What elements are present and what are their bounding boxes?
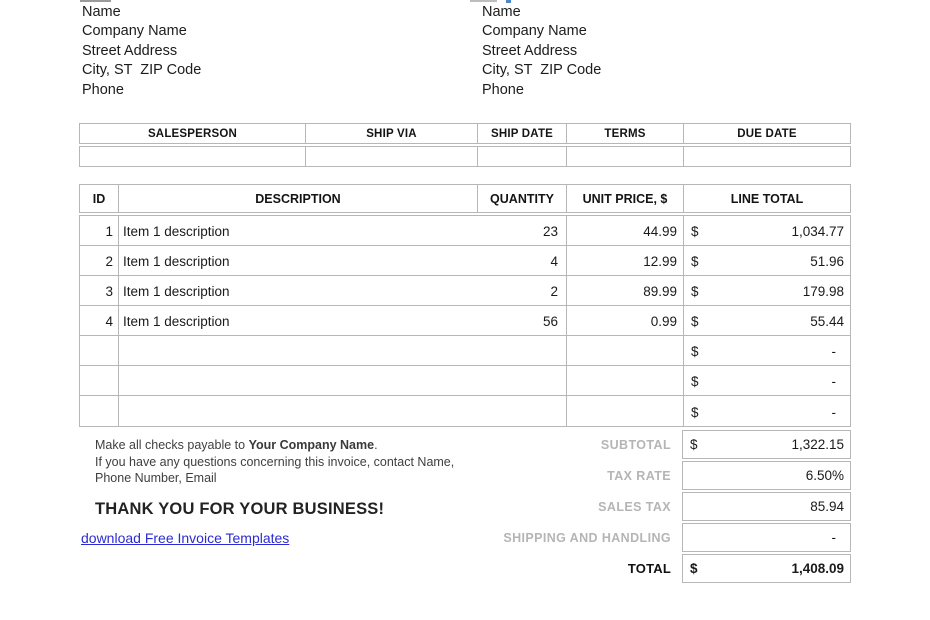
shipping-info-header-row [79, 123, 851, 144]
item-id [80, 336, 119, 365]
item-description: Item 1 description [123, 254, 230, 269]
id-column-header: ID [80, 185, 119, 212]
table-row [80, 246, 850, 276]
line-total-value: 51.96 [810, 254, 844, 269]
download-templates-link[interactable]: download Free Invoice Templates [81, 530, 290, 546]
seller-name: Name [82, 4, 121, 20]
item-quantity: 56 [478, 306, 567, 335]
item-quantity: 23 [478, 216, 567, 245]
item-unit-price [567, 336, 684, 365]
item-line-total [684, 336, 850, 365]
currency-symbol: $ [690, 561, 698, 576]
seller-city: City, ST ZIP Code [82, 62, 202, 79]
checks-payable-line: Make all checks payable to Your Company Name. [95, 438, 378, 452]
salesperson-value [80, 147, 306, 166]
item-unit-price: 89.99 [567, 276, 684, 305]
clipped-text-remnant-left [80, 0, 111, 2]
item-quantity: 2 [478, 276, 567, 305]
subtotal-label: SUBTOTAL [600, 437, 671, 452]
item-quantity [478, 396, 567, 426]
total-value: 1,408.09 [791, 561, 844, 576]
item-quantity [478, 336, 567, 365]
terms-value [567, 147, 684, 166]
currency-symbol: $ [691, 224, 699, 239]
tax-rate-value: 6.50% [805, 468, 844, 483]
ship-date-header: SHIP DATE [478, 124, 567, 143]
sales-tax-label: SALES TAX [598, 499, 671, 514]
currency-symbol: $ [691, 374, 699, 389]
shipping-value-box [682, 523, 851, 552]
item-unit-price: 0.99 [567, 306, 684, 335]
line-total-value: 179.98 [802, 284, 844, 299]
item-id: 1 [80, 216, 119, 245]
customer-name: Name [482, 4, 521, 20]
quantity-column-header: QUANTITY [478, 185, 567, 212]
currency-symbol: $ [691, 314, 699, 329]
total-value-box [682, 554, 851, 583]
customer-address-block [482, 3, 601, 100]
item-unit-price: 44.99 [567, 216, 684, 245]
line-total-column-header: LINE TOTAL [730, 191, 804, 206]
salesperson-header: SALESPERSON [80, 124, 306, 143]
item-unit-price: 12.99 [567, 246, 684, 275]
items-table-header [79, 184, 851, 213]
line-total-value: - [831, 344, 836, 359]
item-line-total [684, 306, 850, 335]
item-line-total [684, 276, 850, 305]
seller-street: Street Address [82, 42, 178, 59]
items-table-body [79, 215, 851, 427]
ship-date-value [478, 147, 567, 166]
shipping-info-value-row [79, 146, 851, 167]
currency-symbol: $ [690, 437, 698, 452]
unit-price-column-header: UNIT PRICE, $ [567, 185, 684, 212]
currency-symbol: $ [691, 284, 699, 299]
item-description [119, 336, 478, 365]
shipping-info-table [79, 123, 851, 167]
tax-rate-value-box [682, 461, 851, 490]
item-quantity: 4 [478, 246, 567, 275]
clipped-text-remnant-right [470, 0, 497, 2]
line-total-value: - [831, 374, 836, 389]
item-id [80, 366, 119, 395]
item-line-total [684, 366, 850, 395]
subtotal-value: 1,322.15 [791, 437, 844, 452]
tax-rate-label: TAX RATE [607, 468, 671, 483]
customer-city: City, ST ZIP Code [482, 62, 602, 79]
table-row [80, 276, 850, 306]
seller-address-block [82, 3, 201, 100]
table-row-empty [80, 366, 850, 396]
item-id: 2 [80, 246, 119, 275]
total-row [79, 554, 851, 583]
line-total-value: 1,034.77 [791, 224, 844, 239]
currency-symbol: $ [691, 405, 699, 420]
seller-company: Company Name [82, 23, 187, 40]
payment-note [95, 437, 525, 487]
ship-via-value [306, 147, 478, 166]
ship-via-header: SHIP VIA [306, 124, 478, 143]
thank-you-message: THANK YOU FOR YOUR BUSINESS! [95, 500, 385, 518]
line-total-value: - [831, 405, 836, 420]
customer-company: Company Name [482, 23, 587, 40]
due-date-value [684, 147, 850, 166]
customer-phone: Phone [482, 81, 524, 98]
terms-header: TERMS [567, 124, 684, 143]
item-description [119, 396, 478, 426]
total-label: TOTAL [627, 561, 671, 576]
sales-tax-value-box [682, 492, 851, 521]
item-description [119, 366, 478, 395]
table-row [80, 216, 850, 246]
item-description: Item 1 description [123, 224, 230, 239]
item-unit-price [567, 366, 684, 395]
item-line-total [684, 246, 850, 275]
item-unit-price [567, 396, 684, 426]
sales-tax-value: 85.94 [810, 499, 844, 514]
due-date-header: DUE DATE [737, 127, 797, 140]
item-line-total [684, 216, 850, 245]
company-name-bold: Your Company Name [248, 438, 375, 452]
customer-street: Street Address [482, 42, 578, 59]
currency-symbol: $ [691, 344, 699, 359]
contact-line-1: If you have any questions concerning this invoice, contact Name, [95, 454, 455, 469]
subtotal-value-box [682, 430, 851, 459]
item-quantity [478, 366, 567, 395]
table-row-empty [80, 396, 850, 426]
shipping-value: - [831, 530, 836, 545]
contact-line-2: Phone Number, Email [95, 471, 217, 485]
item-id: 4 [80, 306, 119, 335]
item-id [80, 396, 119, 426]
item-line-total [684, 396, 850, 426]
item-id: 3 [80, 276, 119, 305]
item-description: Item 1 description [123, 284, 230, 299]
seller-phone: Phone [82, 81, 124, 98]
currency-symbol: $ [691, 254, 699, 269]
description-column-header: DESCRIPTION [119, 185, 478, 212]
item-description: Item 1 description [123, 314, 230, 329]
line-total-value: 55.44 [810, 314, 844, 329]
table-row [80, 306, 850, 336]
shipping-label: SHIPPING AND HANDLING [503, 530, 671, 545]
table-row-empty [80, 336, 850, 366]
